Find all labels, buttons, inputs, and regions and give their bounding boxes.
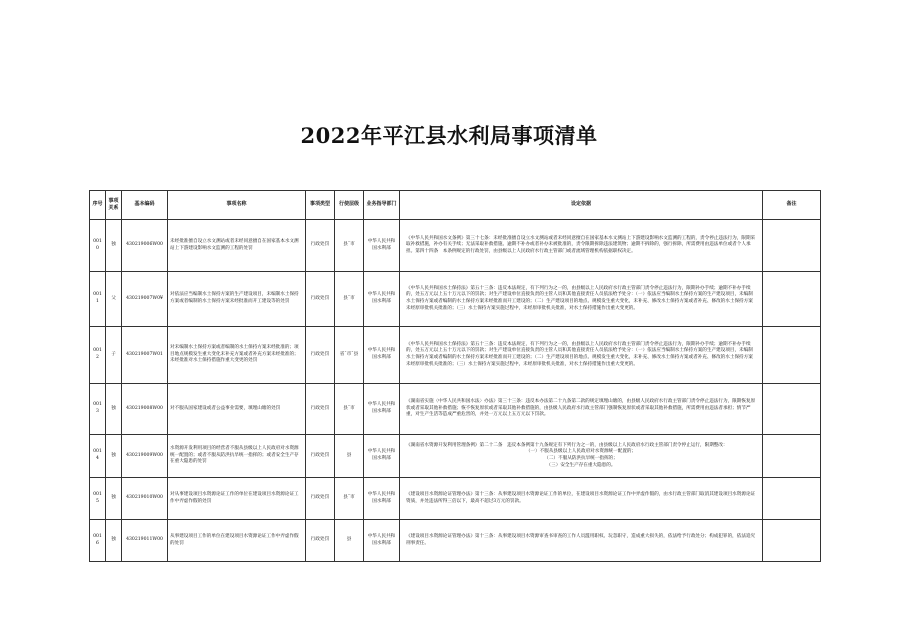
header-name: 事项名称 [168, 191, 306, 220]
cell-no: 0010 [90, 220, 106, 272]
basis-text: 《中华人民共和国水文条例》第三十七条：未经批准擅自设立水文测站或者未经同意擅自在国家基本水文测站上下游建设影响水文监测的工程的，责令停止违法行为，限期采取补救措施，补办有关手续；无法采取补救措施、逾期不补办或者补办未被批准的，责令限期拆除违法建筑物；逾期不拆除的，强行拆除，所需费用由违法单位或者个人承担。第四十四条 本条例规定的行政处罚，由县级以上人民政府水行政主管部门或者流域管理机构依据职权决定。 [406, 235, 756, 254]
cell-no: 0011 [90, 272, 106, 327]
cell-remark [763, 272, 821, 327]
table-row [90, 220, 821, 272]
cell-no: 0016 [90, 520, 106, 562]
header-remark: 备注 [763, 191, 821, 220]
cell-relation: 独 [106, 220, 122, 272]
basis-text: （一）不服从县级以上人民政府对水资源统一配置的； [525, 449, 637, 455]
table-row [90, 520, 821, 562]
cell-name: 对不服从国家建设或者公益事业需要，填埋山塘的处罚 [168, 384, 306, 435]
cell-type: 行政处罚 [306, 520, 335, 562]
cell-type: 行政处罚 [306, 272, 335, 327]
basis-text: 《建设项目水资源论证管理办法》第十三条：从事建设项目水资源审查书审查的工作人员滥用职权、玩忽职守，造成重大损失的，依法给予行政处分；构成犯罪的，依法追究刑事责任。 [406, 533, 756, 546]
cell-remark [763, 384, 821, 435]
cell-code: 430219010W00 [122, 478, 168, 520]
table-row [90, 272, 821, 327]
cell-code: 430219007W01 [122, 327, 168, 384]
cell-basis [400, 520, 763, 562]
cell-type: 行政处罚 [306, 435, 335, 478]
cell-basis [400, 384, 763, 435]
cell-dept: 中华人民共和国水利部 [364, 384, 400, 435]
cell-level: 县¯市 [335, 272, 364, 327]
table-row [90, 435, 821, 478]
table-row [90, 327, 821, 384]
table-header-row [90, 191, 821, 220]
basis-text: 《湖南省实施〈中华人民共和国水法〉办法》第三十三条：违反本办法第二十九条第二款的规定填埋山塘的，由县级人民政府水行政主管部门责令停止违法行为，限期恢复原状或者采取其他补救措施；恢不恢复原状或者采取其他补救措施的，由县级人民政府水行政主管部门强制恢复原状或者采取其他补救措施，所需费用由违法者承担；情节严重，对生产生活等造成严重危害的，并处一万元以上五万元以下罚款。 [406, 399, 756, 418]
cell-dept: 中华人民共和国水利部 [364, 435, 400, 478]
table-body [90, 220, 821, 562]
header-relation: 事项关系 [106, 191, 122, 220]
cell-name: 水资源开发利用项目的经营者不服从县级以上人民政府对水资源统一配置的；或者不服从防洪抗旱统一指挥的；或者安全生产存在重大隐患的处罚 [168, 435, 306, 478]
document-title: 2022年平江县水利局事项清单 [300, 123, 598, 148]
matters-table [89, 190, 821, 562]
cell-dept: 中华人民共和国水利部 [364, 478, 400, 520]
header-dept: 业务指导部门 [364, 191, 400, 220]
header-type: 事项类型 [306, 191, 335, 220]
basis-text: （三）安全生产存在重大隐患的。 [546, 462, 616, 468]
cell-dept: 中华人民共和国水利部 [364, 220, 400, 272]
cell-dept: 中华人民共和国水利部 [364, 327, 400, 384]
cell-name: 对依法应当编制水土保持方案的生产建设项目，未编制水土保持方案或者编制的水土保持方案未经批准而开工建设等的处罚 [168, 272, 306, 327]
table-row [90, 478, 821, 520]
cell-code: 430219009W00 [122, 435, 168, 478]
cell-basis [400, 327, 763, 384]
cell-basis [400, 435, 763, 478]
cell-relation: 独 [106, 520, 122, 562]
cell-no: 0013 [90, 384, 106, 435]
cell-level: 县 [335, 520, 364, 562]
cell-relation: 子 [106, 327, 122, 384]
cell-basis [400, 272, 763, 327]
cell-remark [763, 520, 821, 562]
cell-code: 430219007W0¥ [122, 272, 168, 327]
cell-name: 对未编制水土保持方案或者编制的水土保持方案未经批准的；项目地点规模发生重大变化未补充方案或者补充方案未经批准的；未经批准对水土保持措施作重大变更的处罚 [168, 327, 306, 384]
cell-relation: 独 [106, 384, 122, 435]
cell-remark [763, 478, 821, 520]
basis-text: 《建设项目水资源论证管理办法》第十三条：从事建设项目水资源论证工作的单位，在建设项目水资源论证工作中弄虚作假的，由水行政主管部门取消其建设项目水资源论证资质，并处违法所得三倍以下，最高不超过3万元的罚款。 [406, 491, 756, 504]
cell-level: 省¯市¯县 [335, 327, 364, 384]
cell-name: 从事建设项目工作的单位在建设项目水资源论证工作中弄虚作假的处罚 [168, 520, 306, 562]
cell-relation: 独 [106, 435, 122, 478]
cell-type: 行政处罚 [306, 478, 335, 520]
cell-code: 430219008W00 [122, 384, 168, 435]
basis-text: 《湖南省水资源开发利用管理条例》第二十二条 违反本条例第十九条规定有下列行为之一的，由县级以上人民政府水行政主管部门责令停止运行，限期整改： [406, 442, 728, 448]
cell-code: 430219011W00 [122, 520, 168, 562]
cell-no: 0015 [90, 478, 106, 520]
cell-level: 县¯市 [335, 220, 364, 272]
header-no: 序号 [90, 191, 106, 220]
cell-level: 县¯市 [335, 384, 364, 435]
cell-relation: 独 [106, 478, 122, 520]
cell-type: 行政处罚 [306, 220, 335, 272]
cell-remark [763, 220, 821, 272]
cell-type: 行政处罚 [306, 384, 335, 435]
cell-level: 县 [335, 435, 364, 478]
cell-code: 430219006W00 [122, 220, 168, 272]
cell-basis [400, 478, 763, 520]
cell-name: 未经批准擅自设立水文测站或者未经同意擅自在国家基本水文测站上下游建设影响水文监测的工程的处罚 [168, 220, 306, 272]
basis-text: （二）不服从防洪抗旱统一指挥的； [544, 456, 618, 461]
cell-basis [400, 220, 763, 272]
cell-no: 0012 [90, 327, 106, 384]
cell-level: 县¯市 [335, 478, 364, 520]
cell-dept: 中华人民共和国水利部 [364, 520, 400, 562]
header-level: 行使层级 [335, 191, 364, 220]
header-code: 基本编码 [122, 191, 168, 220]
header-basis: 设定依据 [400, 191, 763, 220]
cell-remark [763, 327, 821, 384]
cell-name: 对从事建设项目水资源论证工作的单位在建设项目水资源论证工作中弄虚作假的处罚 [168, 478, 306, 520]
cell-no: 0014 [90, 435, 106, 478]
cell-type: 行政处罚 [306, 327, 335, 384]
basis-text: 《中华人民共和国水土保持法》第五十三条：违反本法规定，有下列行为之一的，由县级以上人民政府水行政主管部门责令停止违法行为，限期补办手续；逾期不补办手续的，处五万元以上五十万元以下的罚款；对生产建设单位直接负责的主管人员和其他直接责任人员依法给予处分：（一）依法应当编制水土保持方案的生产建设项目，未编制水土保持方案或者编制的水土保持方案未经批准而开工建设的；（二）生产建设项目的地点、规模发生重大变化，未补充、修改水土保持方案或者补充、修改的水土保持方案未经原审批机关批准的；（三）水土保持方案实施过程中，未经原审批机关批准，对水土保持措施作出重大变更的。 [406, 285, 753, 311]
cell-dept: 中华人民共和国水利部 [364, 272, 400, 327]
cell-relation: 父 [106, 272, 122, 327]
cell-remark [763, 435, 821, 478]
table-row [90, 384, 821, 435]
basis-text: 《中华人民共和国水土保持法》第五十三条：违反本法规定，有下列行为之一的，由县级以上人民政府水行政主管部门责令停止违法行为，限期补办手续；逾期不补办手续的，处五万元以上五十万元以下的罚款；对生产建设单位直接负责的主管人员和其他直接责任人员依法给予处分：（一）依法应当编制水土保持方案的生产建设项目，未编制水土保持方案或者编制的水土保持方案未经批准而开工建设的；（二）生产建设项目的地点、规模发生重大变化，未补充、修改水土保持方案或者补充、修改的水土保持方案未经原审批机关批准的；（三）水土保持方案实施过程中，未经原审批机关批准，对水土保持措施作出重大变更的。 [406, 341, 753, 367]
